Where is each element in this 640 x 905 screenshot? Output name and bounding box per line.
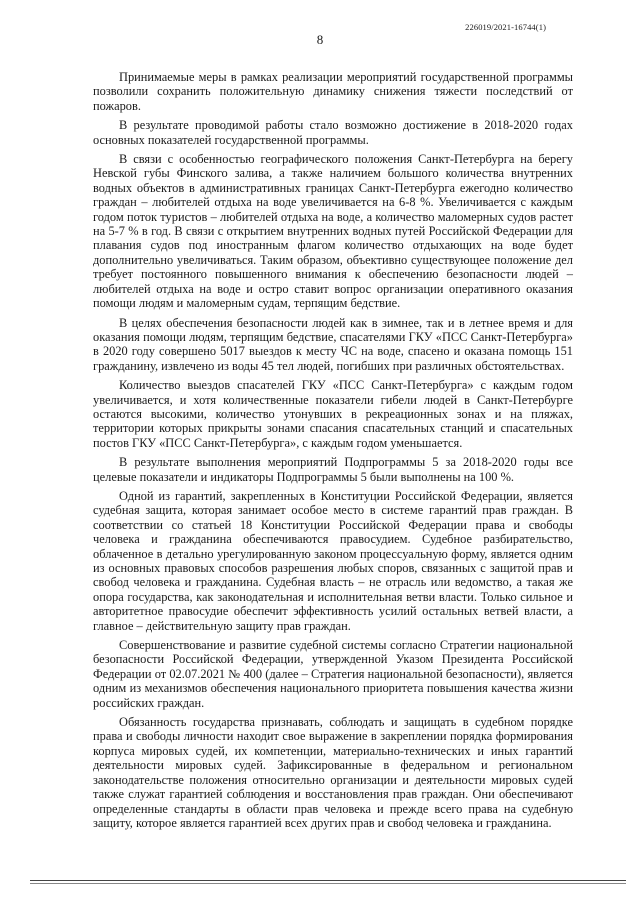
- paragraph-rescue-trips: Количество выездов спасателей ГКУ «ПСС Санкт-Петербурга» с каждым годом увеличивается, и хотя количественные показатели гибели людей в Санкт-Петербурге остаются высокими, количество утонувших в рекреационных зонах и на пляжах, территории которых прикрыты зонами спасания спасательных станций и спасательных постов ГКУ «ПСС Санкт-Петербурга», с каждым годом уменьшается.: [93, 378, 573, 450]
- paragraph-fire-results: Принимаемые меры в рамках реализации мероприятий государственной программы позволили сохранить положительную динамику снижения тяжести последствий от пожаров.: [93, 70, 573, 113]
- paragraph-program-results: В результате проводимой работы стало возможно достижение в 2018-2020 годах основных показателей государственной программы.: [93, 118, 573, 147]
- document-id: 226019/2021-16744(1): [465, 22, 546, 32]
- paragraph-judicial-strategy: Совершенствование и развитие судебной системы согласно Стратегии национальной безопасности Российской Федерации, утвержденной Указом Президента Российской Федерации от 02.07.2021 № 400 (далее – Стратегия национальной безопасности), является одним из механизмов обеспечения национального приоритета повышения качества жизни российских граждан.: [93, 638, 573, 710]
- footer-line: [30, 880, 626, 881]
- page-number: 8: [316, 32, 324, 47]
- document-body: [93, 70, 573, 835]
- paragraph-subprogram-5: В результате выполнения мероприятий Подпрограммы 5 за 2018-2020 годы все целевые показатели и индикаторы Подпрограммы 5 были выполнены на 100 %.: [93, 455, 573, 484]
- footer-line-secondary: [30, 883, 626, 884]
- paragraph-judicial-protection: Одной из гарантий, закрепленных в Конституции Российской Федерации, является судебная защита, которая занимает особое место в системе гарантий прав граждан. В соответствии со статьей 18 Конституции Российской Федерации права и свободы человека и гражданина обеспечиваются правосудием. Судебное разбирательство, облаченное в детально урегулированную законом процессуальную форму, является одним из основных правовых способов разрешения любых споров, связанных с защитой прав и свобод человека и гражданина. Судебная власть – не отрасль или ведомство, а такая же опора государства, как законодательная и исполнительная ветви власти. Только сильное и авторитетное правосудие обеспечит эффективность усилий остальных ветвей власти, а главное – действительную защиту прав граждан.: [93, 488, 573, 633]
- paragraph-water-safety: В связи с особенностью географического положения Санкт-Петербурга на берегу Невской губы Финского залива, а также наличием большого количества внутренних водных объектов в административных границах Санкт-Петербурга ежегодно количество граждан – любителей отдыха на воде увеличивается на 6-8 %. Увеличивается с каждым годом поток туристов – любителей отдыха на воде, а количество маломерных судов растет на 5-7 % в год. В связи с открытием внутренних водных путей Российской Федерации для плавания судов под иностранным флагом количество отдыхающих на воде будет дополнительно увеличиваться. Таким образом, объективно существующее положение дел требует постоянного повышенного внимания к обеспечению безопасности людей – любителей отдыха на воде и остро ставит вопрос организации оперативного оказания помощи людям и маломерным судам, терпящим бедствие.: [93, 152, 573, 311]
- paragraph-rescue-stats: В целях обеспечения безопасности людей как в зимнее, так и в летнее время и для оказания помощи людям, терпящим бедствие, спасателями ГКУ «ПСС Санкт-Петербурга» в 2020 году совершено 5017 выездов к месту ЧС на воде, спасено и оказана помощь 151 гражданину, извлечено из воды 45 тел людей, погибших при различных обстоятельствах.: [93, 315, 573, 373]
- paragraph-justices-of-peace: Обязанность государства признавать, соблюдать и защищать в судебном порядке права и свободы личности находит свое выражение в закреплении порядка формирования корпуса мировых судей, их компетенции, материально-технических и иных гарантий деятельности мировых судей. Зафиксированные в федеральном и региональном законодательстве положения относительно организации и деятельности мировых судей также служат гарантией соблюдения и восстановления прав граждан. Они обеспечивают определенные стандарты в области прав человека и прежде всего права на судебную защиту, которое является гарантией всех других прав и свобод человека и гражданина.: [93, 715, 573, 830]
